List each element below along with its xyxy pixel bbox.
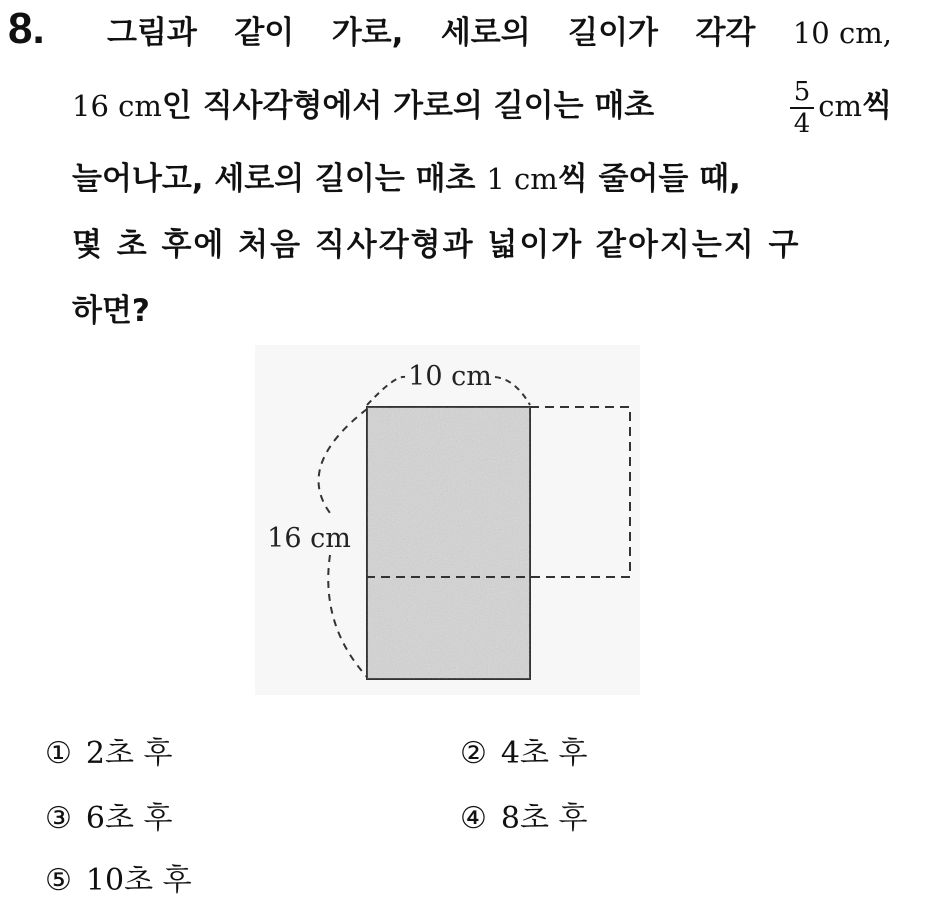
question-line-3 <box>72 146 892 212</box>
fraction <box>790 77 815 139</box>
rate-value: 1 cm <box>486 162 558 196</box>
question-number: 8. <box>8 4 45 53</box>
question-line-2 <box>72 66 892 146</box>
choice-mark: ⑤ <box>45 863 72 898</box>
line3-pre: 늘어나고, 세로의 길이는 매초 <box>72 161 476 197</box>
unit: cm <box>818 89 863 123</box>
question-line-5 <box>72 278 892 344</box>
choice-text: 8초 후 <box>500 801 588 836</box>
choice-3[interactable] <box>45 793 173 837</box>
word: 길이가 <box>568 15 658 51</box>
choice-1[interactable] <box>45 728 173 772</box>
word: 세로의 <box>440 15 531 51</box>
choice-mark: ④ <box>460 801 487 836</box>
line2-text: 인 직사각형에서 가로의 길이는 매초 <box>161 88 655 124</box>
question-text <box>72 0 892 344</box>
choice-mark: ③ <box>45 801 72 836</box>
fraction-denominator: 4 <box>793 108 811 139</box>
choice-4[interactable] <box>460 793 588 837</box>
word: 가로, <box>331 15 404 51</box>
line5-text: 하면? <box>72 293 150 329</box>
height-value: 16 cm <box>72 89 162 123</box>
width-value: 10 cm, <box>792 16 892 50</box>
choice-mark: ② <box>460 736 487 771</box>
choice-2[interactable] <box>460 728 588 772</box>
rectangle-figure <box>255 345 640 695</box>
line3-suffix: 씩 줄어들 때, <box>557 161 741 197</box>
word: 같이 <box>234 15 295 51</box>
choice-text: 10초 후 <box>85 863 192 898</box>
fraction-numerator: 5 <box>790 77 815 109</box>
choice-text: 6초 후 <box>85 801 173 836</box>
choice-text: 4초 후 <box>500 736 588 771</box>
top-label: 10 cm <box>408 361 492 392</box>
word: 그림과 <box>107 15 197 51</box>
word: 각각 <box>695 15 756 51</box>
choice-mark: ① <box>45 736 72 771</box>
figure-svg <box>255 345 640 695</box>
choice-text: 2초 후 <box>85 736 173 771</box>
question-line-1 <box>72 0 892 66</box>
rectangle-texture <box>367 407 530 679</box>
question-line-4 <box>72 212 892 278</box>
side-label: 16 cm <box>267 523 351 554</box>
line4-text: 몇 초 후에 처음 직사각형과 넓이가 같아지는지 구 <box>72 227 801 263</box>
line2-suffix: 씩 <box>862 88 892 124</box>
choice-5[interactable] <box>45 855 192 899</box>
